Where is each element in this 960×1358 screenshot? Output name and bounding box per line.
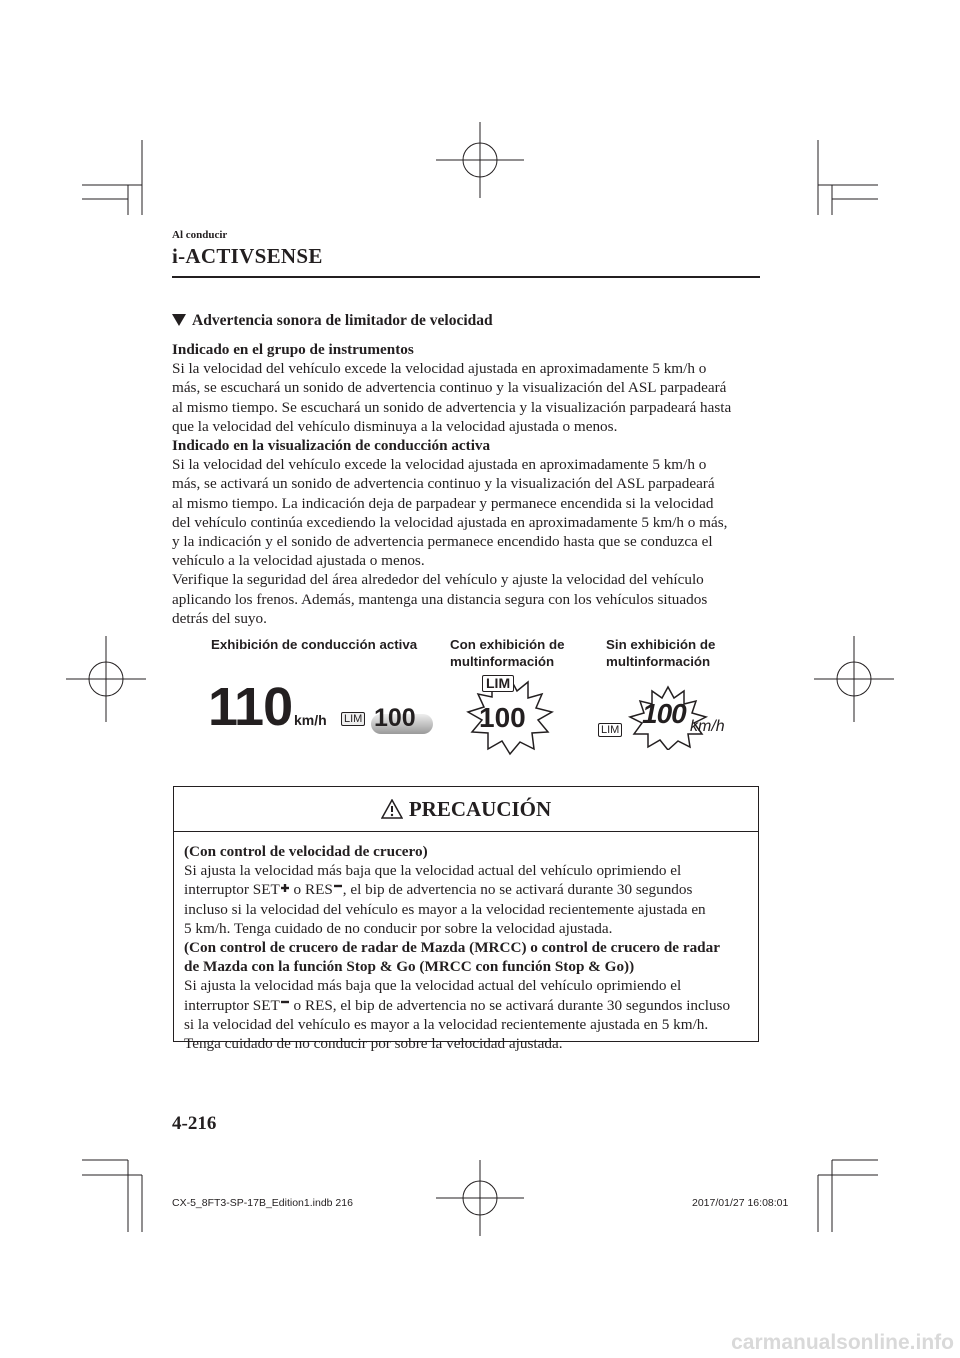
body-line: más, se escuchará un sonido de advertencia continuo y la visualización del ASL parpadeará (172, 379, 727, 397)
body-line: aplicando los frenos. Además, mantenga una distancia segura con los vehículos situados (172, 590, 708, 608)
section-label: Al conducir (172, 229, 228, 241)
watermark: carmanualsonline.info (731, 1331, 954, 1354)
caution-line: Si ajusta la velocidad más baja que la velocidad actual del vehículo oprimiendo el (184, 977, 682, 995)
caution-line (184, 880, 748, 899)
caption-line: Sin exhibición de (606, 637, 716, 652)
segment-display-figure (598, 684, 748, 754)
caution-title: PRECAUCIÓN (408, 797, 552, 821)
speed-limit-value: 100 (479, 702, 526, 733)
caution-text: , el bip de advertencia no se activará durante 30 segundos (342, 881, 693, 899)
segment-limit-value: 100 (642, 698, 686, 729)
chapter-title: i-ACTIVSENSE (172, 244, 323, 268)
caution-line: Tenga cuidado de no conducir por sobre la velocidad ajustada. (184, 1035, 563, 1053)
caution-subtitle: (Con control de crucero de radar de Mazda (MRCC) o control de crucero de radar (184, 939, 720, 957)
triangle-bullet-icon (172, 314, 186, 326)
body-line: vehículo a la velocidad ajustada o menos. (172, 552, 425, 570)
caution-line: incluso si la velocidad del vehículo es mayor a la velocidad recientemente ajustada en (184, 900, 706, 918)
caption-line: Con exhibición de (450, 637, 565, 652)
caution-body (174, 832, 758, 1053)
speed-limit-value: 100 (374, 704, 416, 732)
multi-info-display-figure (462, 672, 558, 758)
body-line: al mismo tiempo. Se escuchará un sonido de advertencia y la visualización parpadeará hasta (172, 398, 732, 416)
speed-unit: km/h (690, 718, 725, 735)
minus-icon (280, 998, 290, 1010)
active-driving-display-figure (208, 677, 448, 744)
caution-box (173, 786, 759, 1053)
lim-badge: LIM (482, 675, 514, 692)
caption-line: multinformación (450, 654, 555, 669)
page-number: 4-216 (172, 1113, 217, 1134)
footer-file-name: CX-5_8FT3-SP-17B_Edition1.indb 216 (172, 1197, 353, 1209)
body-line: detrás del suyo. (172, 609, 267, 627)
body-line: y la indicación y el sonido de advertencia permanece encendido hasta que se conduzca el (172, 533, 713, 551)
body-line: Verifique la seguridad del área alrededor del vehículo y ajuste la velocidad del vehículo (172, 571, 704, 589)
footer-datetime: 2017/01/27 16:08:01 (692, 1197, 789, 1209)
caution-line (184, 996, 748, 1015)
lim-badge: LIM (598, 723, 622, 737)
caution-text: interruptor SET (184, 996, 280, 1014)
body-line: más, se activará un sonido de advertencia continuo y la visualización del ASL parpadeará (172, 475, 715, 493)
caution-line: 5 km/h. Tenga cuidado de no conducir por sobre la velocidad ajustada. (184, 919, 613, 937)
figure-caption-with-multi (450, 636, 565, 670)
caution-text: o RES (289, 881, 333, 899)
caution-header (174, 787, 758, 832)
plus-icon (280, 882, 290, 894)
body-line: del vehículo continúa excediendo la velocidad ajustada en aproximadamente 5 km/h o más, (172, 513, 728, 531)
minus-icon (333, 882, 343, 894)
body-line: que la velocidad del vehículo disminuya a la velocidad ajustada o menos. (172, 417, 618, 435)
current-speed: 110 (208, 677, 293, 737)
body-line: al mismo tiempo. La indicación deja de parpadear y permanece encendida si la velocidad (172, 494, 714, 512)
caution-subtitle: (Con control de velocidad de crucero) (184, 843, 428, 860)
warning-triangle-icon (381, 799, 403, 819)
paragraph-title: Indicado en la visualización de conducción activa (172, 437, 491, 455)
figure-caption-without-multi (606, 636, 715, 670)
caution-line: si la velocidad del vehículo es mayor a la velocidad recientemente ajustada en 5 km/h. (184, 1015, 709, 1033)
caution-text: o RES, el bip de advertencia no se activará durante 30 segundos incluso (289, 996, 731, 1014)
body-line: Si la velocidad del vehículo excede la velocidad ajustada en aproximadamente 5 km/h o (172, 456, 707, 474)
caution-text: interruptor SET (184, 881, 280, 899)
lim-badge: LIM (341, 712, 365, 726)
caution-line: Si ajusta la velocidad más baja que la velocidad actual del vehículo oprimiendo el (184, 862, 682, 880)
caution-subtitle: de Mazda con la función Stop & Go (MRCC con función Stop & Go)) (184, 958, 635, 976)
section-heading (172, 312, 493, 330)
header-rule (172, 276, 760, 278)
caption-line: multinformación (606, 654, 711, 669)
body-line: Si la velocidad del vehículo excede la velocidad ajustada en aproximadamente 5 km/h o (172, 360, 707, 378)
figure-caption-active-display: Exhibición de conducción activa (211, 637, 418, 652)
body-text (172, 340, 762, 628)
paragraph-title: Indicado en el grupo de instrumentos (172, 341, 414, 358)
section-heading-text: Advertencia sonora de limitador de velocidad (192, 312, 493, 329)
speed-unit: km/h (294, 712, 327, 728)
